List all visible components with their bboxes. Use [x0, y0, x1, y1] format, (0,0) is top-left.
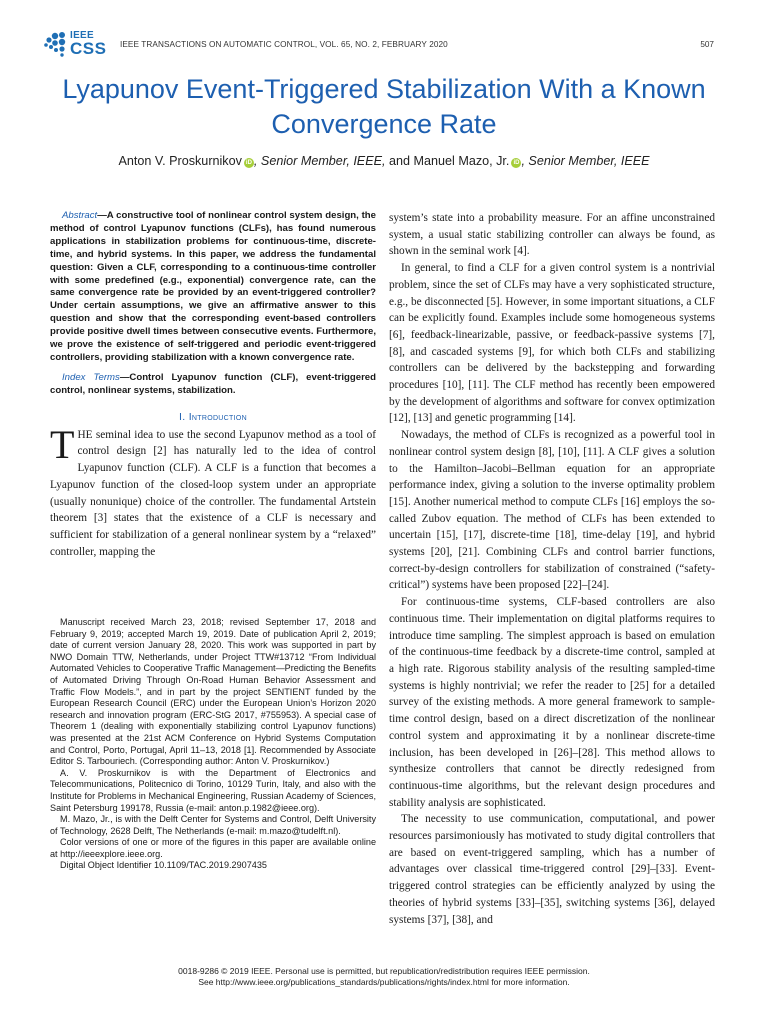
- first-page-footnote: [50, 617, 376, 872]
- running-header: [42, 28, 714, 62]
- left-column: [50, 210, 376, 560]
- journal-name: IEEE TRANSACTIONS ON AUTOMATIC CONTROL, VOL. 65, NO. 2, FEBRUARY 2020: [120, 40, 448, 49]
- intro-text: [50, 421, 376, 561]
- orcid-icon[interactable]: iD: [513, 160, 520, 166]
- footnote-manuscript: Manuscript received March 23, 2018; revised September 17, 2018 and February 9, 2019; accepted March 19, 2019. Date of publication April 2, 2019; date of current version January 28, 2020. This work was supported in part by NWO Domain TTW, Netherlands, under Project TTW#13712 “From Individual Automated Vehicles to Cooperative Traffic Management—Predicting the Benefits of Automated Driving Through On-Road Human Behavior Assessment and Traffic Flow Models.”, and in part by the project SENTIENT funded by the European Research Council (ERC) under the European Union’s Horizon 2020 research and innovation program (ERC-StG 2017, #755953). A special case of Theorem 1 (dealing with exponentially stabilizing control Lyapunov functions) was presented at the 21st ACM Conference on Hybrid Systems Computation and Control, Porto, Portugal, April 11–13, 2018 [1]. Recommended by Associate Editor S. Tarbouriech. (Corresponding author: Anton V. Proskurnikov.): [50, 617, 376, 767]
- author-role: , Senior Member, IEEE,: [253, 154, 386, 168]
- footnote-author1: A. V. Proskurnikov is with the Department of Electronics and Telecommunications, Politecnico di Torino, 10129 Turin, Italy, and also with the Institute for Problems in Mechanical Engineering, Russian Academy of Sciences, Saint Petersburg 199178, Russia (e-mail: anton.p.1982@ieee.org).: [50, 767, 376, 813]
- author-conjunction: and: [385, 154, 414, 168]
- body-paragraph: The necessity to use communication, computational, and power resources parsimoniously has motivated to study digital controllers that are based on event-triggered sampling, which has a number of advantages over classical time-triggered control [29]–[33]. Event-triggered control strategies can be efficiently analyzed by using the theories of hybrid systems [33]–[35], switching systems [36], delayed systems [37], [38], and: [389, 813, 715, 926]
- footnote-color: Color versions of one or more of the figures in this paper are available online at http://ieeexplore.ieee.org.: [50, 837, 376, 859]
- copyright-notice: [40, 966, 728, 988]
- index-terms: [50, 372, 376, 398]
- rights-link[interactable]: See http://www.ieee.org/publications_standards/publications/rights/index.html for more information.: [198, 977, 570, 987]
- author-line: [40, 154, 728, 168]
- paragraph-text: HE seminal idea to use the second Lyapunov method as a tool of control design [2] has naturally led to the idea of control Lyapunov function (CLF). A CLF is a function that becomes a Lyapunov function of the closed-loop system under an appropriate (usually nonunique) choice of the controller. The fundamental Artstein theorem [3] states that the existence of a CLF is necessary and sufficient for stabilization of a general nonlinear system by a “relaxed” controller, mapping the: [50, 428, 376, 558]
- index-terms-label: Index Terms: [62, 371, 120, 383]
- section-number: I.: [179, 410, 189, 423]
- drop-cap: T: [50, 421, 75, 467]
- section-heading: [50, 411, 376, 423]
- logo-dots-icon: [42, 30, 68, 58]
- body-paragraph: Nowadays, the method of CLFs is recognized as a powerful tool in nonlinear control system design [8], [10], [11]. A CLF gives a solution to the Hamilton–Jacobi–Bellman equation for an appropriate performance index, giving a solution to the inverse optimality problem [15]. Another numerical method to compute CLFs [16] employs the so-called Zubov equation. The method of CLFs has been extended to uncertain [15], [17], discrete-time [18], time-delay [19], and hybrid systems [20], [21]. Combining CLFs and control barrier functions, correct-by-design controllers for stabilization of constrained (“safety-critical”) systems have been proposed [22]–[24].: [389, 429, 715, 592]
- body-paragraph: In general, to find a CLF for a given control system is a nontrivial problem, since the set of CLFs may have a very sophisticated structure, e.g., be disconnected [5]. However, in some important situations, a CLF can be explicitly found. Examples include some homogeneous systems [6], feedback-linearizable, passive, or feedback-passive systems [7], [8], and cascaded systems [9], for which both CLFs and stabilizing controllers can be delivered by the backstepping and forwarding procedures [10], [11]. The CLF method has recently been empowered by the development of algorithms and software for convex optimization [12], [13] and genetic programming [14].: [389, 262, 715, 425]
- body-paragraph: For continuous-time systems, CLF-based controllers are also continuous time. Their implementation on digital platforms requires to introduce time sampling. The simplest approach is based on emulation of the continuous-time feedback by a discrete-time control, sampled at a high rate. Rigorous stability analysis of the resulting sampled-time systems is highly nontrivial; we refer the reader to [25] for a detailed survey of the existing methods. A more general framework to sample-time control design, based on a direct discretization of the nonlinear control system and approximating it by a nonlinear discrete-time inclusion, has been developed in [26]–[28]. This method allows to synthesize controllers that cannot be directly redesigned from continuous-time algorithms, but the relevant design procedures and stability analysis are sophisticated.: [389, 596, 715, 809]
- page-number: 507: [700, 40, 714, 49]
- abstract-text: —A constructive tool of nonlinear control system design, the method of control Lyapunov functions (CLFs), has found numerous applications in stabilization problems for continuous-time, discrete-time, and hybrid systems. In this paper, we address the fundamental question: Given a CLF, corresponding to a continuous-time controller with some predefined (e.g., exponential) convergence rate, can the same convergence rate be provided by an event-triggered controller? Under certain assumptions, we give an affirmative answer to this question and show that the corresponding event-based controllers provide positive dwell times between consecutive events. Furthermore, we prove the existence of self-triggered and periodic event-triggered controllers, providing stabilization with a known convergence rate.: [50, 210, 376, 363]
- body-paragraph: system’s state into a probability measure. For an affine unconstrained system, a usual static stabilizing controller can always be found, as shown in the seminal work [4].: [389, 212, 715, 258]
- copyright-line: 0018-9286 © 2019 IEEE. Personal use is permitted, but republication/redistribution requires IEEE permission.: [178, 966, 590, 976]
- abstract-label: Abstract: [62, 210, 98, 221]
- index-terms-text: —Control Lyapunov function (CLF), event-triggered control, nonlinear systems, stabilization.: [50, 371, 376, 396]
- ieee-css-logo: [42, 30, 108, 60]
- abstract: [50, 210, 376, 365]
- author-role: , Senior Member, IEEE: [521, 154, 650, 168]
- logo-css-text: CSS: [70, 39, 107, 58]
- orcid-icon[interactable]: iD: [245, 160, 252, 166]
- footnote-doi: Digital Object Identifier 10.1109/TAC.2019.2907435: [60, 860, 267, 871]
- author-name: Anton V. Proskurnikov: [118, 154, 242, 168]
- body-paragraph: [50, 421, 376, 561]
- footnote-author2: M. Mazo, Jr., is with the Delft Center for Systems and Control, Delft University of Technology, 2628 Delft, The Netherlands (e-mail: m.mazo@tudelft.nl).: [50, 814, 376, 836]
- paper-title: Lyapunov Event-Triggered Stabilization With a Known Convergence Rate: [62, 74, 706, 139]
- section-title: Introduction: [188, 410, 247, 423]
- right-column: [389, 210, 715, 928]
- author-name: Manuel Mazo, Jr.: [413, 154, 510, 168]
- logo-ieee-text: IEEE: [70, 30, 94, 41]
